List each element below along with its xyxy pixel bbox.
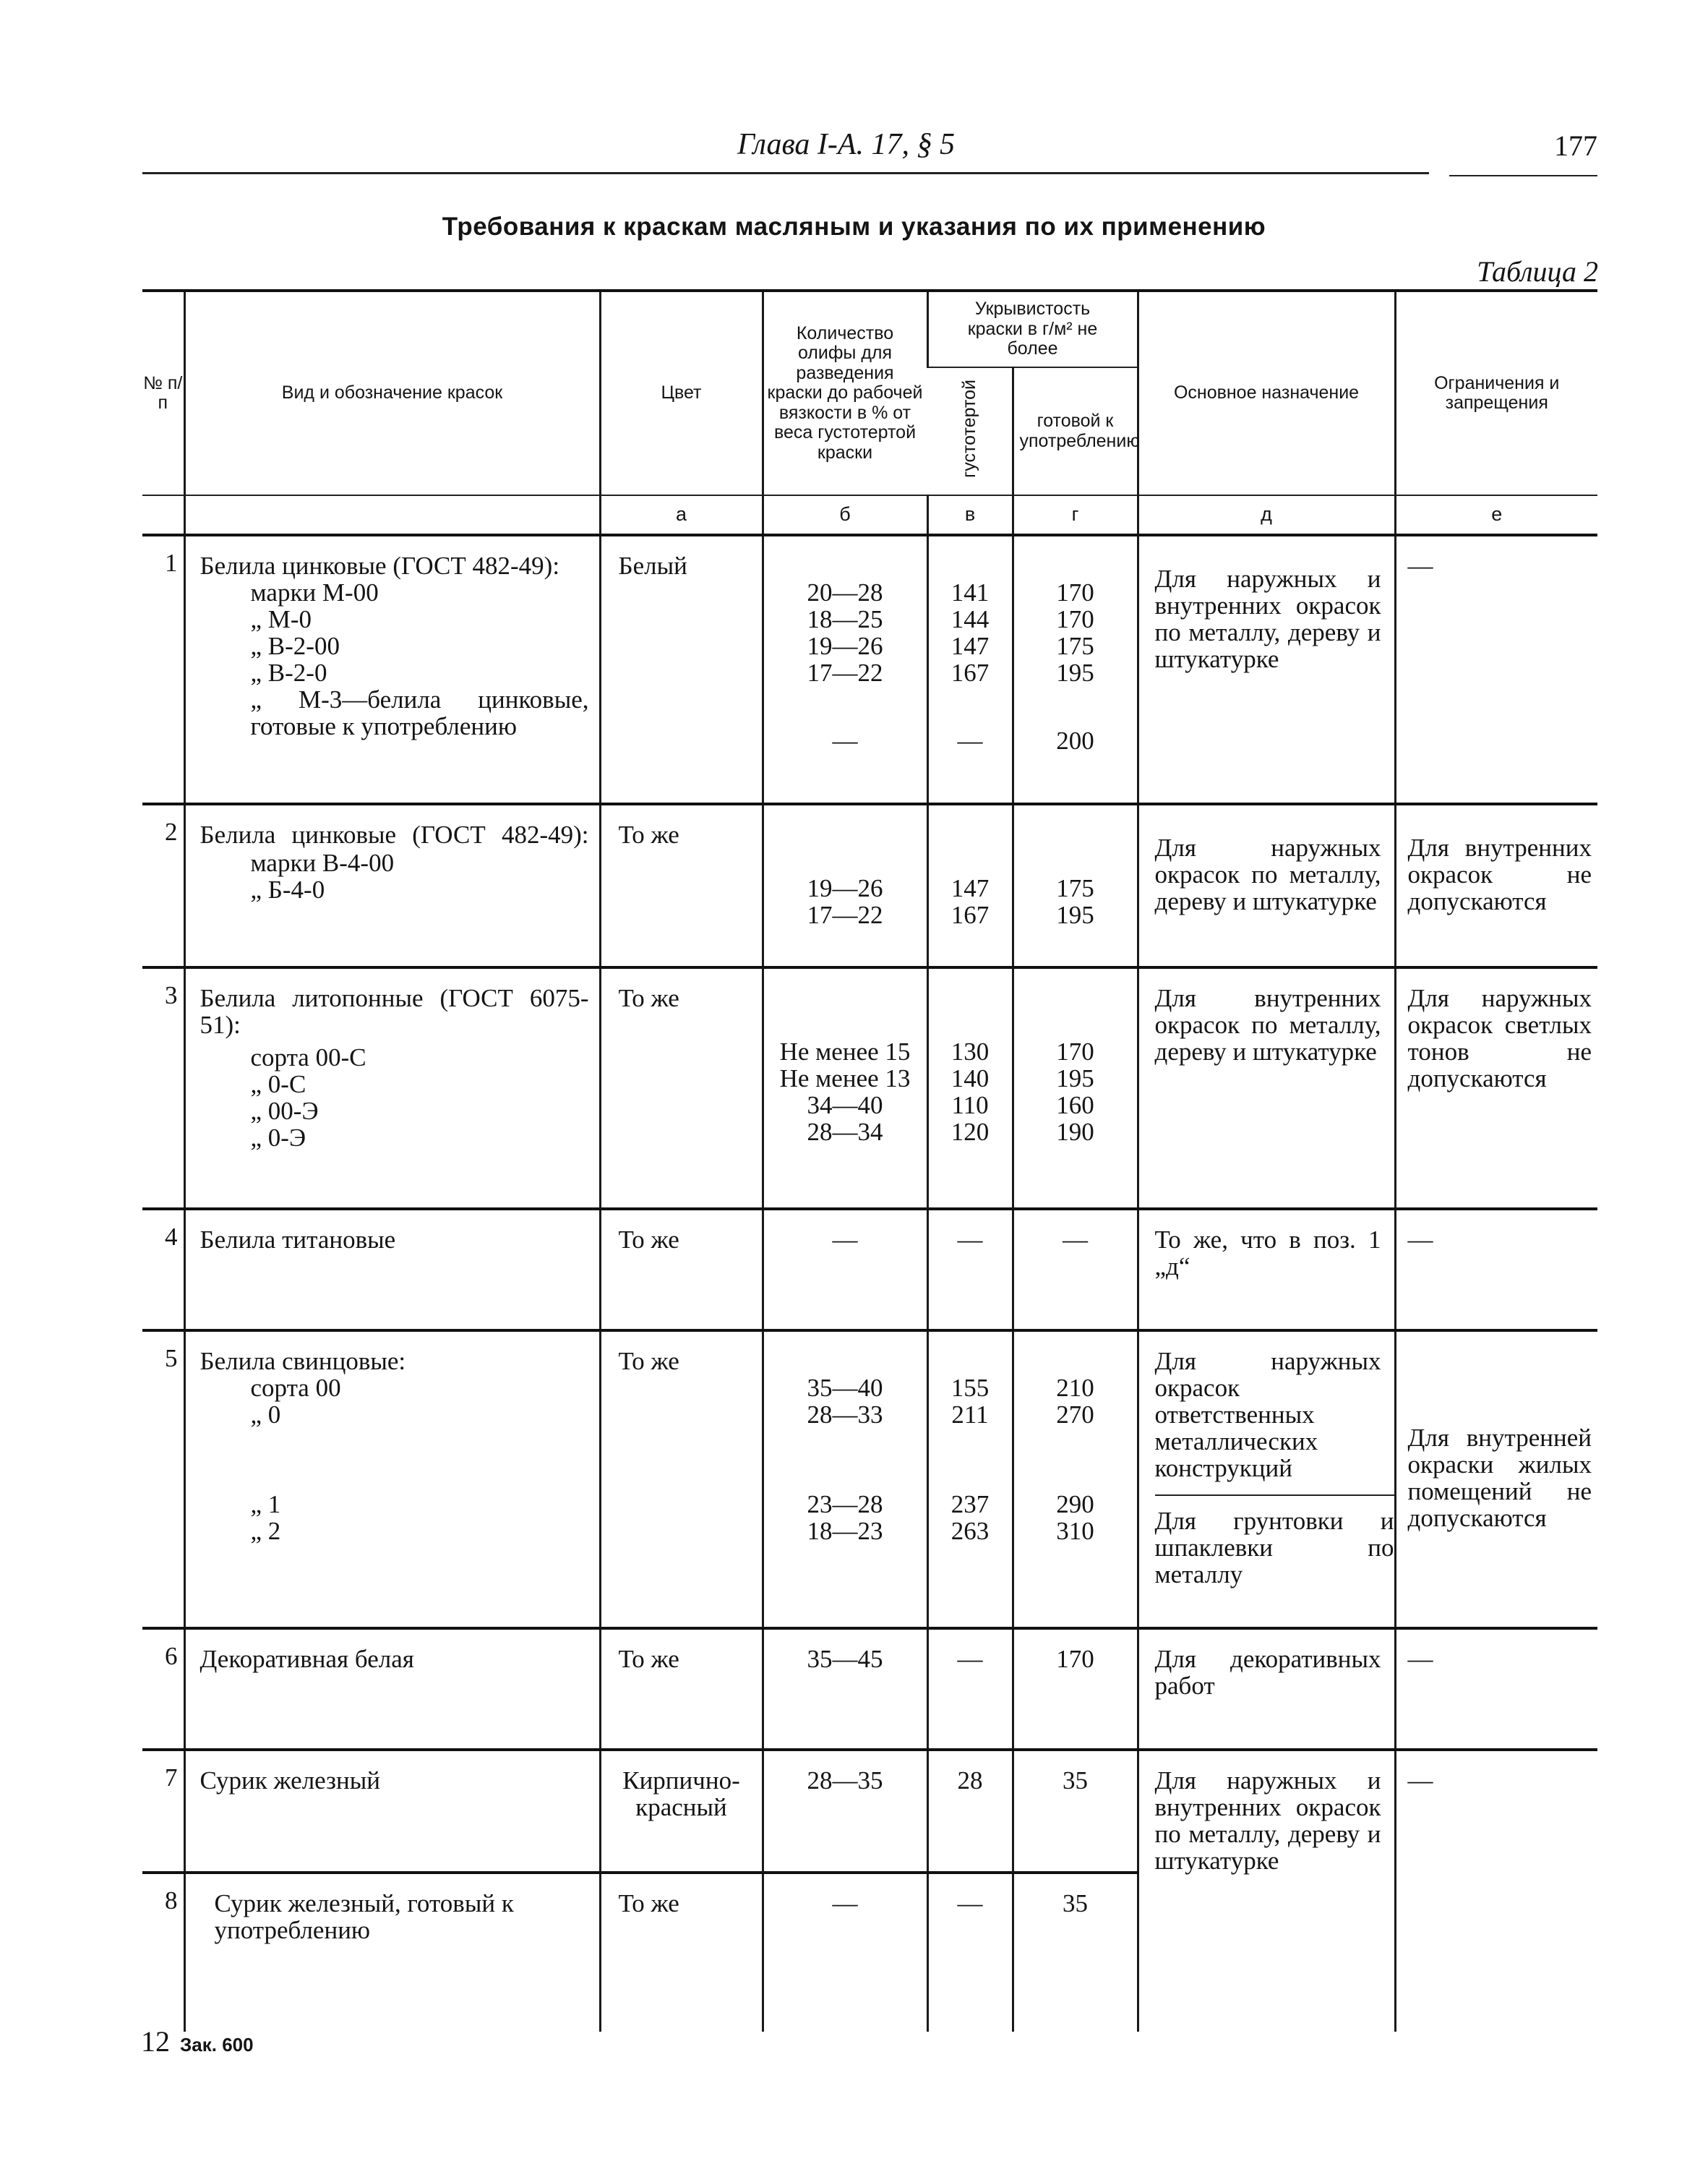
ready-value: 310 — [1056, 1517, 1094, 1545]
thick-coverage-cell: 28 — [927, 1750, 1013, 1873]
row-number: 6 — [142, 1628, 184, 1750]
table-row — [142, 804, 1597, 967]
oil-value: 19—26 — [807, 632, 883, 660]
row-number: 2 — [142, 804, 184, 967]
col-header-restrictions: Ограничения и запрещения — [1395, 291, 1597, 495]
letter-cell — [142, 495, 184, 535]
paint-requirements-table — [142, 289, 1597, 2032]
thick-coverage-cell: — — [927, 1209, 1013, 1330]
restrictions-cell: — — [1395, 1628, 1597, 1750]
color-cell: Кирпично-красный — [600, 1750, 763, 1873]
page-footer — [141, 2024, 254, 2058]
paint-name-cell: Белила титановые — [184, 1209, 600, 1330]
paint-mark: марки В-4-00 — [250, 849, 395, 877]
paint-mark: сорта 00-С — [250, 1043, 366, 1072]
letter-b: б — [763, 495, 927, 535]
table-row — [142, 1209, 1597, 1330]
table-row — [142, 967, 1597, 1209]
thick-value: 130 — [950, 1038, 990, 1066]
purpose-cell: То же, что в поз. 1 „д“ — [1138, 1209, 1395, 1330]
restrictions-cell: Для внутренних окрасок не допускаются — [1395, 804, 1597, 967]
ready-value: 195 — [1056, 659, 1094, 687]
page-number: 177 — [1554, 129, 1597, 162]
ready-value: 190 — [1056, 1118, 1094, 1146]
ready-value: 200 — [1056, 727, 1094, 755]
table-row — [142, 1628, 1597, 1750]
thick-coverage-cell — [927, 967, 1013, 1209]
paint-mark: „ 2 — [250, 1517, 281, 1545]
thick-value: 110 — [951, 1091, 989, 1119]
header-rule-short — [1449, 175, 1597, 176]
color-cell: То же — [600, 967, 763, 1209]
thick-value: 144 — [950, 605, 990, 633]
row-number: 8 — [142, 1873, 184, 2032]
ready-value: 160 — [1056, 1091, 1094, 1119]
paint-mark: „ 00-Э — [250, 1097, 319, 1125]
paint-mark: „ В-2-00 — [250, 632, 340, 660]
oil-value: 28—33 — [807, 1400, 883, 1429]
letter-g: г — [1013, 495, 1138, 535]
paint-name-cell — [184, 967, 600, 1209]
letter-e: е — [1395, 495, 1597, 535]
purpose-text: Для грунтовки и шпаклевки по металлу — [1155, 1494, 1394, 1588]
col-header-num: № п/п — [142, 291, 184, 495]
thick-value: 120 — [950, 1118, 990, 1146]
row-number: 1 — [142, 535, 184, 804]
row-number: 4 — [142, 1209, 184, 1330]
oil-value: 20—28 — [807, 578, 883, 607]
ready-coverage-cell: — — [1013, 1209, 1138, 1330]
letter-d: д — [1138, 495, 1395, 535]
paint-title: Белила цинковые (ГОСТ 482-49): — [199, 552, 560, 580]
thick-value: 167 — [950, 901, 990, 929]
paint-mark: „ М-0 — [250, 605, 312, 633]
paint-title: Белила цинковые (ГОСТ 482-49): — [199, 821, 589, 849]
thick-value: 140 — [950, 1064, 990, 1092]
ready-value: 170 — [1056, 578, 1094, 607]
ready-value: 175 — [1056, 632, 1094, 660]
oil-cell: 35—45 — [763, 1628, 927, 1750]
paint-mark: сорта 00 — [250, 1374, 341, 1402]
restrictions-cell: — — [1395, 535, 1597, 804]
thick-value: — — [957, 727, 983, 755]
thick-coverage-cell — [927, 1330, 1013, 1628]
paint-name-cell: Сурик железный, готовый к употреблению — [184, 1873, 600, 2032]
paint-mark: „ В-2-0 — [250, 659, 327, 687]
row-number: 3 — [142, 967, 184, 1209]
letter-a: а — [600, 495, 763, 535]
thick-coverage-cell — [927, 535, 1013, 804]
ready-coverage-cell — [1013, 804, 1138, 967]
ready-value: 175 — [1056, 874, 1094, 902]
table-row — [142, 1750, 1597, 1873]
ready-coverage-cell — [1013, 1330, 1138, 1628]
paint-name-cell — [184, 535, 600, 804]
ready-coverage-cell: 35 — [1013, 1750, 1138, 1873]
restrictions-cell: Для внутренней окраски жилых помещений не допускаются — [1395, 1330, 1597, 1628]
oil-value: 17—22 — [807, 659, 883, 687]
letter-cell — [184, 495, 600, 535]
oil-cell: — — [763, 1873, 927, 2032]
table-row — [142, 1330, 1597, 1628]
paint-name-cell: Сурик железный — [184, 1750, 600, 1873]
purpose-cell: Для декоративных работ — [1138, 1628, 1395, 1750]
ready-coverage-cell: 35 — [1013, 1873, 1138, 2032]
oil-value: 19—26 — [807, 874, 883, 902]
signature-mark: 12 — [141, 2025, 170, 2058]
restrictions-cell: — — [1395, 1209, 1597, 1330]
thick-value: 263 — [950, 1517, 990, 1545]
thick-value: 237 — [950, 1490, 990, 1518]
table-header-row — [142, 291, 1597, 367]
col-header-type: Вид и обозначение красок — [184, 291, 600, 495]
ready-coverage-cell — [1013, 967, 1138, 1209]
ready-value: 290 — [1056, 1490, 1094, 1518]
oil-cell — [763, 535, 927, 804]
paint-name-cell: Декоративная белая — [184, 1628, 600, 1750]
purpose-cell: Для внутренних окрасок по металлу, дереву и штукатурке — [1138, 967, 1395, 1209]
order-mark: Зак. 600 — [180, 2034, 254, 2056]
color-cell: То же — [600, 1873, 763, 2032]
thick-coverage-cell: — — [927, 1873, 1013, 2032]
oil-cell — [763, 1330, 927, 1628]
ready-value: 270 — [1056, 1400, 1094, 1429]
restrictions-cell: Для наружных окрасок светлых тонов не допускаются — [1395, 967, 1597, 1209]
ready-coverage-cell — [1013, 535, 1138, 804]
paint-mark: марки М-00 — [250, 578, 379, 607]
ready-coverage-cell: 170 — [1013, 1628, 1138, 1750]
purpose-cell: Для наружных окрасок по металлу, дереву и штукатурке — [1138, 804, 1395, 967]
thick-value: 167 — [950, 659, 990, 687]
col-header-thick: густотертой — [958, 380, 979, 479]
ready-value: 210 — [1056, 1374, 1094, 1402]
paint-name-cell — [184, 1330, 600, 1628]
oil-value: 23—28 — [807, 1490, 883, 1518]
col-header-color: Цвет — [600, 291, 763, 495]
header-rule — [142, 172, 1429, 174]
oil-value: 34—40 — [807, 1091, 883, 1119]
purpose-cell: Для наружных и внутренних окрасок по металлу, дереву и штукатурке — [1138, 535, 1395, 804]
oil-cell — [763, 967, 927, 1209]
ready-value: 170 — [1056, 605, 1094, 633]
purpose-text: Для наружных окрасок ответственных металлических конструкций — [1154, 1347, 1381, 1482]
purpose-cell: Для наружных и внутренних окрасок по металлу, дереву и штукатурке — [1138, 1750, 1395, 2032]
row-number: 5 — [142, 1330, 184, 1628]
row-number: 7 — [142, 1750, 184, 1873]
thick-value: 211 — [951, 1400, 989, 1429]
paint-mark: „ Б-4-0 — [250, 876, 325, 904]
col-header-oil: Количество олифы для разведения краски до рабочей вязкости в % от веса густотертой краски — [763, 291, 927, 495]
color-cell: То же — [600, 804, 763, 967]
thick-value: 147 — [950, 874, 990, 902]
ready-value: 195 — [1056, 1064, 1094, 1092]
thick-value: 141 — [950, 578, 990, 607]
letter-v: в — [927, 495, 1013, 535]
col-header-ready: готовой к употреблению — [1013, 367, 1138, 495]
oil-cell — [763, 804, 927, 967]
paint-title: Белила свинцовые: — [199, 1347, 406, 1375]
paint-title: Белила литопонные (ГОСТ 6075-51): — [199, 984, 589, 1039]
table-row — [142, 535, 1597, 804]
color-cell: Белый — [600, 535, 763, 804]
paint-name-cell — [184, 804, 600, 967]
ready-value: 195 — [1056, 901, 1094, 929]
running-title: Глава I-А. 17, § 5 — [737, 128, 956, 161]
table-caption: Требования к краскам масляным и указания по их применению — [442, 213, 1266, 241]
paint-mark: „ 0-Э — [250, 1124, 306, 1152]
column-letter-row — [142, 495, 1597, 535]
col-header-purpose: Основное назначение — [1138, 291, 1395, 495]
oil-value: 35—40 — [807, 1374, 883, 1402]
color-cell: То же — [600, 1209, 763, 1330]
oil-value: 18—23 — [807, 1517, 883, 1545]
thick-value: 155 — [950, 1374, 990, 1402]
thick-value: 147 — [950, 632, 990, 660]
oil-cell: — — [763, 1209, 927, 1330]
restrictions-cell: — — [1395, 1750, 1597, 2032]
oil-value: Не менее 13 — [779, 1064, 911, 1092]
paint-mark: „ М-3—белила цинковые, готовые к употреблению — [250, 685, 589, 740]
purpose-cell — [1138, 1330, 1395, 1628]
oil-value: 28—34 — [807, 1118, 883, 1146]
oil-value: — — [832, 727, 858, 755]
table-number: Таблица 2 — [1477, 255, 1598, 288]
oil-cell: 28—35 — [763, 1750, 927, 1873]
col-header-coverage: Укрывистость краски в г/м² не более — [927, 291, 1138, 367]
thick-coverage-cell — [927, 804, 1013, 967]
paint-mark: „ 0-С — [250, 1070, 306, 1098]
ready-value: 170 — [1056, 1038, 1094, 1066]
oil-value: 17—22 — [807, 901, 883, 929]
paint-mark: „ 1 — [250, 1490, 281, 1518]
paint-mark: „ 0 — [250, 1400, 281, 1429]
oil-value: Не менее 15 — [779, 1038, 911, 1066]
color-cell: То же — [600, 1628, 763, 1750]
oil-value: 18—25 — [807, 605, 883, 633]
color-cell: То же — [600, 1330, 763, 1628]
thick-coverage-cell: — — [927, 1628, 1013, 1750]
